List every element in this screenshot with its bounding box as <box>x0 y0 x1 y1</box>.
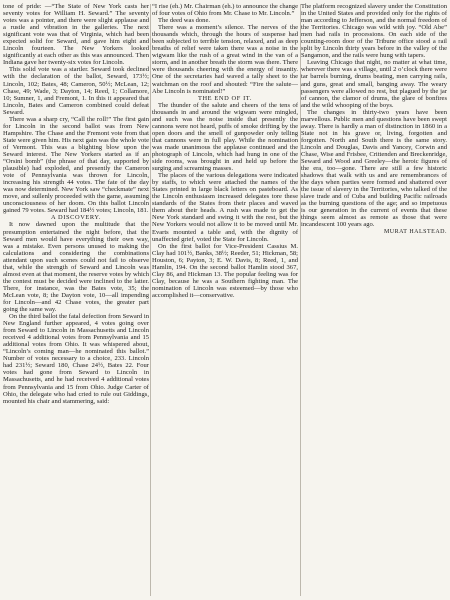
paragraph: “I rise (eh.) Mr. Chairman (eh.) to announce the change of four votes of Ohio from Mr. Chase to Mr. Lincoln.” <box>152 3 298 18</box>
paragraph: There was a sharp cry, “Call the roll!” The first gain for Lincoln in the second ballot was from New Hampshire. The Chase and the Fremont vote from that State were given him. His next gain was the whole vote of Vermont. This was a blighting blow upon the Seward interest. The New Yorkers started as if an “Orsini bomb” (the phrase of that day, supported by plausible) had exploded, and presently the Cameron vote of Pennsylvania was thrown for Lincoln, increasing his strength 44 votes. The fate of the day was now determined. New York saw “checkmate” next move, and sullenly proceeded with the game, assuming unconsciousness of her doom. On this ballot Lincoln gained 79 votes. Seward had 184½ votes; Lincoln, 181. <box>3 115 149 215</box>
paragraph: The platform recognized slavery under the Constitution in the United States and provided only for the rights of man according to Jefferson, and the normal freedom of the Territories. Chicago was wild with joy. “Old Abe” men had rails in processions. On each side of the counting-room door of the Tribune office stood a rail split by Lincoln thirty years before in the valley of the Sangamon, and the rails were hung with tapers. <box>301 3 447 60</box>
paragraph: Leaving Chicago that night, no matter at what time, wherever there was a village, until 2 o’clock there were tar barrels burning, drums beating, men carrying rails, and guns, great and small, banging away. The weary passengers were allowed no rest, but plagued by the jar of cannon, the clamor of drums, the glare of bonfires and the wild whooping of the boys. <box>301 59 447 109</box>
column-1 <box>3 3 149 598</box>
section-heading: A DISCOVERY. <box>50 214 102 222</box>
column-3 <box>301 3 447 598</box>
paragraph: tone of pride: —“The State of New York casts her seventy votes for William H. Seward.” The seventy votes was a pointer, and there were slight applause and a rustle and vibration in the galleries. The next significant vote was that of Virginia, which had been expected solid for Seward, and gave him eight and Lincoln fourteen. The New Yorkers looked significantly at each other as this was announced. Then Indiana gave her twenty-six votes for Lincoln. <box>3 3 149 67</box>
paragraph: The thunder of the salute and cheers of the tens of thousands in and around the wigwam were mingled, and such was the noise inside that presently the cannons were not heard, puffs of smoke drifting by the open doors and the smell of gunpowder only telling that cannons were in full play. While the nomination was made unanimous the applause continued and the photograph of Lincoln, which had hung in one of the side rooms, was brought in and held up before the surging and screaming masses. <box>152 101 298 173</box>
paragraph: This solid vote was a startler. Seward took declined with the declaration of the ballot, Seward, 173½; Lincoln, 102; Bates, 48; Cameron, 50½; McLean, 12; Chase, 49; Wade, 3; Dayton, 14; Reed, 1; Collamore, 10; Sumner, 1, and Fremont, 1. In this it appeared that Lincoln, Bates and Cameron combined could defeat Seward. <box>3 66 149 116</box>
paragraph: On the first ballot for Vice-President Cassius M. Clay had 101½, Banks, 38½; Reeder, 51; Hickman, 58; Houston, 6; Payton, 3; E. W. Davis, 8; Reed, 1, and Hamlin, 194. On the second ballot Hamlin stood 367, Clay 86, and Hickman 13. The popular feeling was for Clay, because he was a Southern fighting man. The nomination of Lincoln was esteemed—by those who accomplished it—conservative. <box>152 242 298 299</box>
paragraph: It now dawned upon the multitude that the presumption entertained the night before, that the Seward men would have everything their own way, was a mistake. Even persons unused to making the calculations and considering the combinations attendant upon such scenes could not fail to observe that, while the strength of Seward and Lincoln was almost even at that moment, the reserve votes by which the contest must be decided were inclined to the latter. There, for instance, was the Bates vote, 35; the McLean vote, 8; the Dayton vote, 10—all impending for Lincoln—and 42 Chase votes, the greater part going the same way. <box>3 221 149 314</box>
column-rule <box>300 4 301 596</box>
section-heading: THE END OF IT. <box>197 94 253 102</box>
paragraph: There was a moment’s silence. The nerves of the thousands which, through the hours of suspense had been subjected to terrible tension, relaxed, and as deep breaths of relief were taken there was a noise in the wigwam like the rush of a great wind in the van of a storm, and in another breath the storm was there. There were thousands cheering with the energy of insanity. One of the secretaries had waved a tally sheet to the watchman on the roof and shouted: “Fire the salute—Abe Lincoln is nominated!” <box>152 24 298 95</box>
column-rule <box>150 4 151 596</box>
author-signature: MURAT HALSTEAD. <box>383 228 447 235</box>
column-2 <box>152 3 298 598</box>
paragraph: The changes in thirty-two years have been marvellous. Public men and questions have been swept away. There is hardly a man of distinction in 1860 in a State not in his grave or, living, forgotten and forgotten. North and South there is the same story. Lincoln and Douglas, Davis and Yancey, Corwin and Chase, Wise and Frisbee, Crittenden and Breckenridge, Seward and Wood and Greeley—the heroic figures of the era, too—gone. There are still a few historic shadows that walk with us and are remembrances of the days when parties were formed and shattered over the issue of slavery in the Territories, who talked of the slave trade and of Cuba and building Pacific railroads as the burning questions of the age; and so impetuous is our generation in the current of events that these things seem almost as remote as those that were incandescent 100 years ago. <box>301 108 447 229</box>
paragraph: The places of the various delegations were indicated by staffs, to which were attached the names of the States printed in large black letters on pasteboard. As the Lincoln enthusiasm increased delegates tore these standards of the States from their places and waved them about their heads. A rush was made to get the New York standard and swing it with the rest, but the New Yorkers would not allow it to be moved until Mr. Evarts mounted a table and, with the dignity of unaffected grief, voted the State for Lincoln. <box>152 172 298 243</box>
paragraph: The deed was done. <box>158 17 210 25</box>
paragraph: On the third ballot the fatal defection from Seward in New England further appeared, 4 votes going over from Seward to Lincoln in Massachusetts and Lincoln received 4 additional votes from Pennsylvania and 15 additional votes from Ohio. It was whispered about, “Lincoln’s coming man—he nominated this ballot.” Number of votes necessary to a choice, 233. Lincoln had 231½; Seward 180, Chase 24½, Bates 22. Four votes had gone from Seward to Lincoln in Massachusetts, and he had received 4 additional votes from Pennsylvania and 15 from Ohio. Judge Carter of Ohio, the delegate who had cried to rule out Giddings, mounted his chair and stammering, said: <box>3 313 149 405</box>
